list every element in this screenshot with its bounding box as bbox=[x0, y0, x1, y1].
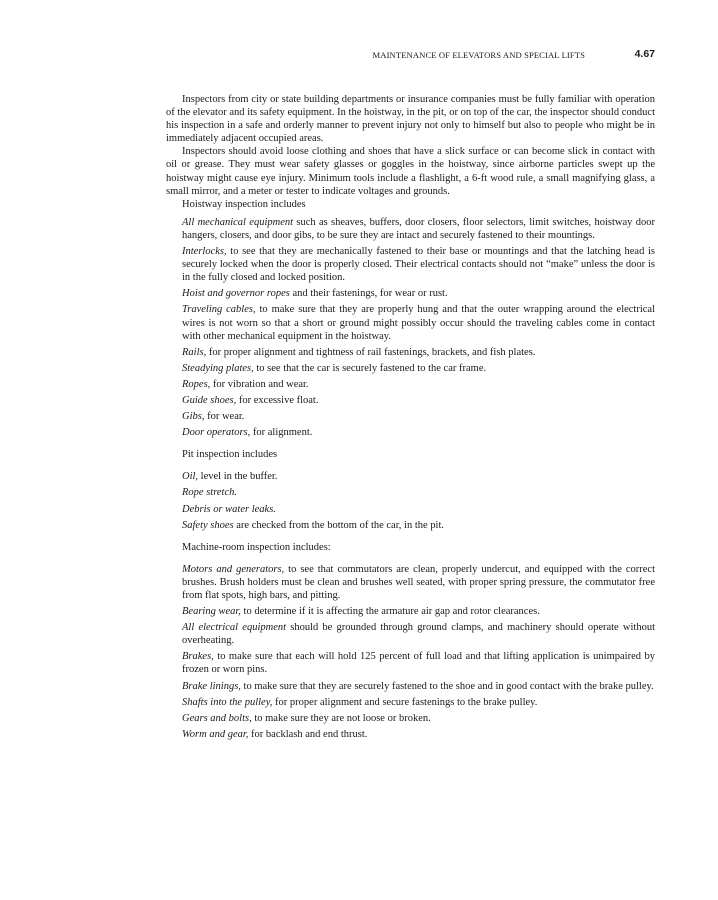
item-text: to make sure they are not loose or broken. bbox=[251, 712, 431, 724]
item-text: such as sheaves, buffers, door closers, floor selectors, limit switches, hoistway door hangers, closers, and door gibs, to be sure they are intact and securely fastened to their mountings. bbox=[182, 216, 655, 241]
item-term: Oil, bbox=[182, 471, 199, 483]
item-text: for wear. bbox=[204, 411, 245, 423]
list-item bbox=[182, 410, 655, 423]
list-item bbox=[182, 486, 655, 499]
list-item bbox=[182, 245, 655, 284]
list-item bbox=[182, 287, 655, 300]
list-item bbox=[182, 563, 655, 602]
list-item bbox=[182, 696, 655, 709]
pit-lead: Pit inspection includes bbox=[182, 449, 278, 461]
item-text: to see that commutators are clean, properly undercut, and equipped with the correct brushes. Brush holders must be clean and brushes well seated, with proper spring pressure, the commutator free from flat spots, high bars, and pitting. bbox=[182, 563, 655, 601]
item-term: Debris or water leaks. bbox=[182, 503, 276, 515]
item-text: to see that they are mechanically fastened to their base or mountings and that the latching head is securely locked when the door is properly closed. Their electrical contacts should not “make” unless the door is in the fully closed and locked position. bbox=[182, 246, 655, 284]
list-item bbox=[182, 728, 655, 741]
hoistway-lead: Hoistway inspection includes bbox=[182, 198, 306, 210]
item-term: Worm and gear, bbox=[182, 728, 249, 740]
list-item bbox=[182, 519, 655, 532]
intro-paragraph: Inspectors from city or state building departments or insurance companies must be fully familiar with operation of the elevator and its safety equipment. In the hoistway, in the pit, or on top of the car, the inspector should conduct his inspection in a safe and orderly manner to prevent injury not only to himself but also to people who might be in immediately adjacent occupied areas. bbox=[166, 94, 655, 145]
list-item bbox=[182, 621, 655, 647]
item-term: Motors and generators, bbox=[182, 563, 285, 575]
item-text: are checked from the bottom of the car, in the pit. bbox=[233, 519, 444, 531]
item-term: Ropes, bbox=[182, 378, 211, 390]
running-head: MAINTENANCE OF ELEVATORS AND SPECIAL LIFTS bbox=[372, 50, 585, 60]
list-item bbox=[182, 650, 655, 676]
list-item bbox=[182, 712, 655, 725]
item-text: for vibration and wear. bbox=[210, 378, 309, 390]
item-term: Traveling cables, bbox=[182, 304, 256, 316]
item-text: level in the buffer. bbox=[198, 471, 278, 483]
list-item bbox=[182, 394, 655, 407]
list-item bbox=[182, 216, 655, 242]
list-item bbox=[182, 470, 655, 483]
item-term: Hoist and governor ropes bbox=[182, 288, 290, 300]
item-term: Bearing wear, bbox=[182, 606, 241, 618]
machine-room-lead: Machine-room inspection includes: bbox=[182, 541, 331, 553]
list-item bbox=[182, 303, 655, 342]
page-header bbox=[166, 48, 655, 64]
item-text: should be grounded through ground clamps, and machinery should operate without overheating. bbox=[182, 622, 655, 647]
clothing-paragraph: Inspectors should avoid loose clothing and shoes that have a slick surface or can become slick in contact with oil or grease. They must wear safety glasses or goggles in the hoistway, since airborne particles swept up the hoistway might cause eye injury. Minimum tools include a flashlight, a 6-ft wood rule, a small magnifying glass, a small mirror, and a meter or tester to indicate voltages and grounds. bbox=[166, 146, 655, 197]
item-term: Safety shoes bbox=[182, 519, 234, 531]
item-text: to see that the car is securely fastened to the car frame. bbox=[253, 362, 487, 374]
item-text: to determine if it is affecting the armature air gap and rotor clearances. bbox=[240, 606, 540, 618]
list-item bbox=[182, 680, 655, 693]
hoistway-list bbox=[166, 216, 655, 439]
item-text: for backlash and end thrust. bbox=[248, 728, 368, 740]
list-item bbox=[182, 426, 655, 439]
item-text: for alignment. bbox=[250, 427, 313, 439]
item-term: Brakes, bbox=[182, 651, 214, 663]
item-text: and their fastenings, for wear or rust. bbox=[289, 288, 448, 300]
list-item bbox=[182, 605, 655, 618]
item-term: Rails, bbox=[182, 346, 207, 358]
item-term: Gears and bolts, bbox=[182, 712, 252, 724]
item-term: Guide shoes, bbox=[182, 394, 237, 406]
item-term: All mechanical equipment bbox=[182, 216, 294, 228]
item-text: for proper alignment and tightness of rail fastenings, brackets, and fish plates. bbox=[206, 346, 536, 358]
pit-list bbox=[166, 470, 655, 531]
list-item bbox=[182, 378, 655, 391]
item-text: for excessive float. bbox=[236, 394, 319, 406]
item-term: Door operators, bbox=[182, 427, 251, 439]
list-item bbox=[182, 362, 655, 375]
item-text: to make sure that they are securely fastened to the shoe and in good contact with the brake pulley. bbox=[240, 680, 654, 692]
machine-room-list bbox=[166, 563, 655, 741]
page-number: 4.67 bbox=[634, 48, 655, 60]
item-term: Steadying plates, bbox=[182, 362, 254, 374]
item-term: Rope stretch. bbox=[182, 487, 238, 499]
list-item bbox=[182, 503, 655, 516]
list-item bbox=[182, 346, 655, 359]
item-term: Shafts into the pulley, bbox=[182, 696, 273, 708]
item-term: Gibs, bbox=[182, 411, 205, 423]
page-body bbox=[166, 93, 655, 741]
item-term: Brake linings, bbox=[182, 680, 241, 692]
item-term: Interlocks, bbox=[182, 246, 227, 258]
item-text: to make sure that each will hold 125 percent of full load and that lifting application is unimpaired by frozen or worn pins. bbox=[182, 651, 655, 676]
item-text: to make sure that they are properly hung and that the outer wrapping around the electrical wires is not worn so that a short or ground might possibly occur should the traveling cables come in contact with other mechanical equipment in the hoistway. bbox=[182, 304, 656, 342]
item-text: for proper alignment and secure fastenings to the brake pulley. bbox=[272, 696, 538, 708]
item-term: All electrical equipment bbox=[182, 622, 287, 634]
